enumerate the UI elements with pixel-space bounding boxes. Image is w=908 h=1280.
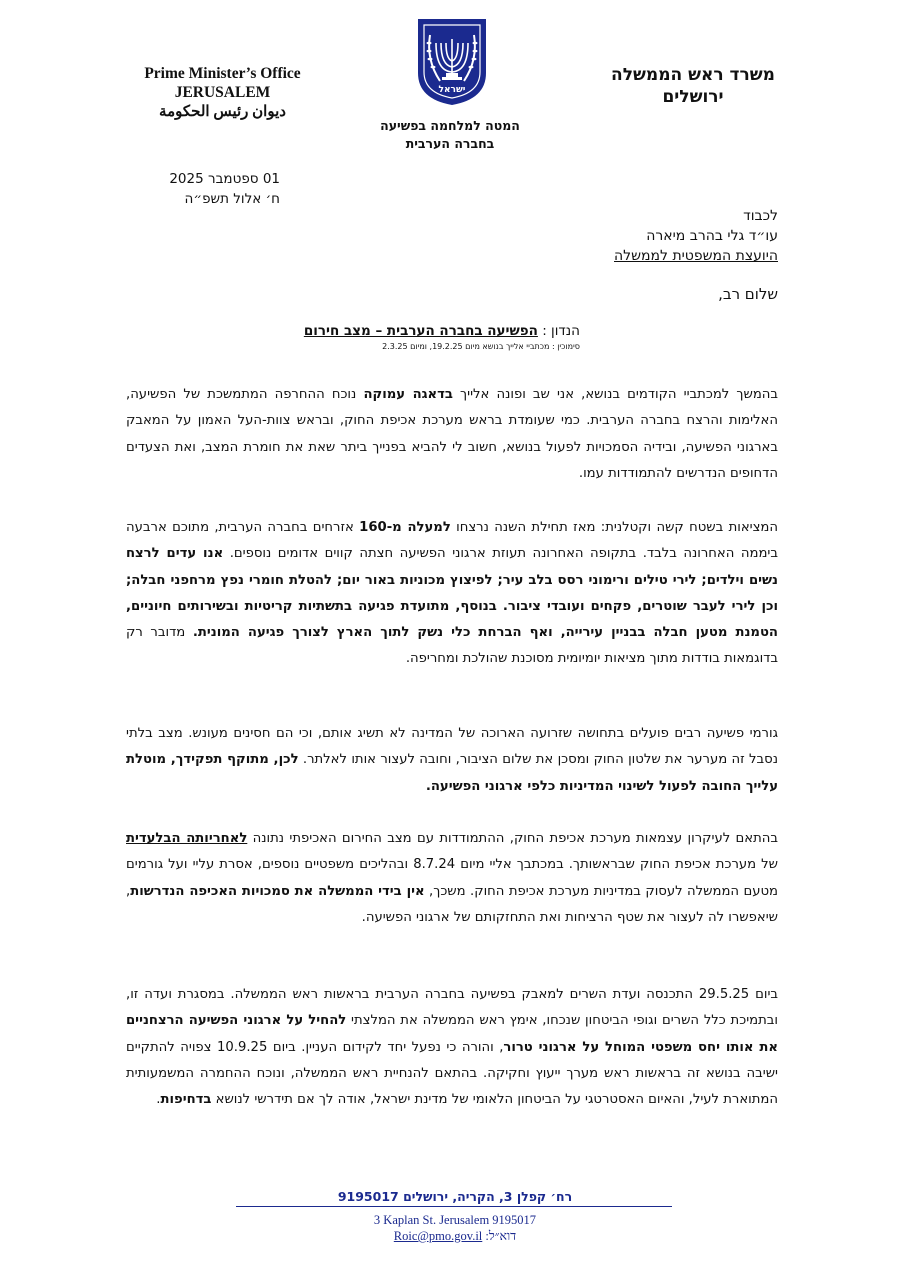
- paragraph-emphasis: להחיל על ארגוני הפשיעה הרצחניים את אותו יחס משפטי המוחל על ארגוני טרור: [126, 1013, 779, 1055]
- english-city: JERUSALEM: [174, 84, 271, 101]
- paragraph-text: המציאות בשטח קשה וקטלנית: מאז תחילת השנה נרצחו: [450, 520, 778, 535]
- paragraph-emphasis: אין בידי הממשלה את סמכויות האכיפה הנדרשות: [130, 883, 425, 899]
- hebrew-city: ירושלים: [662, 87, 724, 107]
- paragraph-underline: לאחריותה הבלעדית: [126, 831, 248, 846]
- paragraph-emphasis: בדחיפות: [160, 1092, 212, 1108]
- paragraph-text: בהמשך למכתביי הקודמים בנושא, אני שב ופונה אלייך: [452, 387, 779, 402]
- paragraph-emphasis: אנו עדים לרצח נשים וילדים; לירי טילים ורימוני רסס בלב עיר; לפיצוץ מכוניות באור יום; להטלת חומרי נפץ מרחפני חבלה; וכן לירי לעבר שוטרים, פקחים ועובדי ציבור. בנוסף, מתועדת פגיעה בתשתיות קריטיות ובשירותים חיוניים, הטמנת מטען חבלה בבניין עירייה, ואף הברחת כלי נשק לתוך הארץ לצורך פגיעה המונית.: [126, 546, 778, 641]
- email-link[interactable]: Roic@pmo.gov.il: [393, 1229, 483, 1243]
- paragraph-text: .: [156, 1092, 161, 1108]
- paragraph-emphasis: לכן, מתוקף תפקידך, מוטלת עלייך החובה לפעול לשינוי המדיניות כלפי ארגוני הפשיעה.: [126, 752, 778, 794]
- body-paragraph-4: [126, 826, 778, 931]
- body-paragraph-1: [126, 382, 778, 487]
- english-office-name: Prime Minister’s Office: [144, 65, 301, 82]
- addressee-to: לכבוד: [743, 208, 778, 224]
- paragraph-text: של מערכת אכיפת החוק שבראשותך. במכתבך אליי מיום 8.7.24 ובהליכים משפטיים נוספים, אסרת עליי ועל גורמים מטעם הממשלה לעסוק במדיניות מערכת אכיפת החוק. משכך,: [126, 857, 779, 899]
- footer-divider: [236, 1206, 672, 1207]
- subject-line: [290, 322, 580, 340]
- greeting: שלום רב,: [718, 285, 778, 303]
- paragraph-text: , שיאפשרו לה לעצור את שטף הרציחות ואת התחזקותם של ארגוני הפשיעה.: [126, 883, 778, 925]
- paragraph-emphasis: למעלה מ-160: [359, 520, 451, 535]
- body-paragraph-2: [126, 515, 778, 673]
- paragraph-emphasis: בדאגה עמוקה: [363, 387, 453, 402]
- unit-name-line1: המטה למלחמה בפשיעה: [380, 118, 520, 133]
- hebrew-date: ח׳ אלול תשפ״ה: [184, 191, 280, 207]
- addressee-name: עו״ד גלי בהרב מיארה: [646, 228, 778, 244]
- english-office-header: [130, 64, 315, 122]
- subject-label: הנדון :: [542, 323, 580, 339]
- letter-date: [140, 169, 280, 209]
- paragraph-text: גורמי פשיעה רבים פועלים בתחושה שזרועה הארוכה של המדינה לא תשיג אותם, וכי הם חסינים מעונש. מצב בלתי נסבל זה מערער את שלטון החוק ומסכן את שלום הציבור, וחובה לעצור אותו לאלתר.: [126, 726, 778, 768]
- footer-email: [250, 1228, 660, 1245]
- paragraph-text: נוכח ההחרפה המתמשכת של הפשיעה, האלימות והרצח בחברה הערבית. כמי שעומדת בראש מערכת אכיפת החוק, ובראש צוות-העל האמון על המאבק בארגוני הפשיעה, ובידיה הסמכויות לפעול בנושא, חשוב לי להביא בפנייך ביתר שאת את חומרת המצב, ואת הצעדים הדחופים הנדרשים להתמודדות עמו.: [126, 387, 778, 481]
- subject-text: הפשיעה בחברה הערבית – מצב חירום: [303, 323, 538, 339]
- addressee-title: היועצת המשפטית לממשלה: [614, 248, 778, 264]
- gregorian-date: 01 ספטמבר 2025: [169, 171, 280, 187]
- email-label: דוא״ל:: [485, 1229, 517, 1243]
- paragraph-text: , והורה כי נפעל יחד לקידום העניין. ביום 10.9.25 צפויה להתקיים ישיבה בנושא זה בראשות ראש מערך ייעוץ וחקיקה. בהתאם להנחיית ראש הממשלה, ונוכח ההחמרה המשמעותית המתוארת לעיל, והאיום האסטרטגי על הביטחון הלאומי של מדינת ישראל, אודה לך אם תידרשי לנושא: [126, 1039, 778, 1108]
- footer-english-address: 3 Kaplan St. Jerusalem 9195017: [373, 1213, 537, 1227]
- hebrew-office-name: משרד ראש הממשלה: [611, 65, 775, 85]
- state-emblem-icon: [414, 15, 490, 107]
- footer-hebrew-address: רח׳ קפלן 3, הקריה, ירושלים 9195017: [337, 1189, 573, 1204]
- emblem-text: ישראל: [438, 85, 466, 95]
- arabic-office-name: ديوان رئيس الحكومة: [159, 104, 286, 120]
- unit-name: [350, 117, 550, 153]
- subject-reference: סימוכין : מכתביי אלייך בנושא מיום 19.2.25, ומיום 2.3.25: [382, 342, 580, 351]
- paragraph-text: ביום 29.5.25 התכנסה ועדת השרים למאבק בפשיעה בחברה הערבית בראשות ראש הממשלה. במסגרת ועדה זו, ובתמיכת כלל השרים וגופי הביטחון שנכחו, אימץ ראש הממשלה את המלצתי: [126, 987, 779, 1029]
- addressee-block: [478, 206, 778, 266]
- paragraph-text: אזרחים בחברה הערבית, מתוכם ארבעה ביממה האחרונה בלבד. בתקופה האחרונה תעוזת ארגוני הפשיעה חצתה קווים אדומים נוספים.: [126, 520, 778, 562]
- paragraph-text: בהתאם לעיקרון עצמאות מערכת אכיפת החוק, ההתמודדות עם מצב החירום האכיפתי נתונה: [247, 831, 778, 846]
- hebrew-office-header: [593, 64, 793, 108]
- paragraph-text: מדובר רק בדוגמאות בודדות מתוך מציאות יומיומית מסוכנת שהולכת ומחריפה.: [126, 625, 778, 667]
- body-paragraph-3: [126, 721, 778, 800]
- body-paragraph-5: [126, 982, 778, 1113]
- unit-name-line2: בחברה הערבית: [405, 136, 495, 151]
